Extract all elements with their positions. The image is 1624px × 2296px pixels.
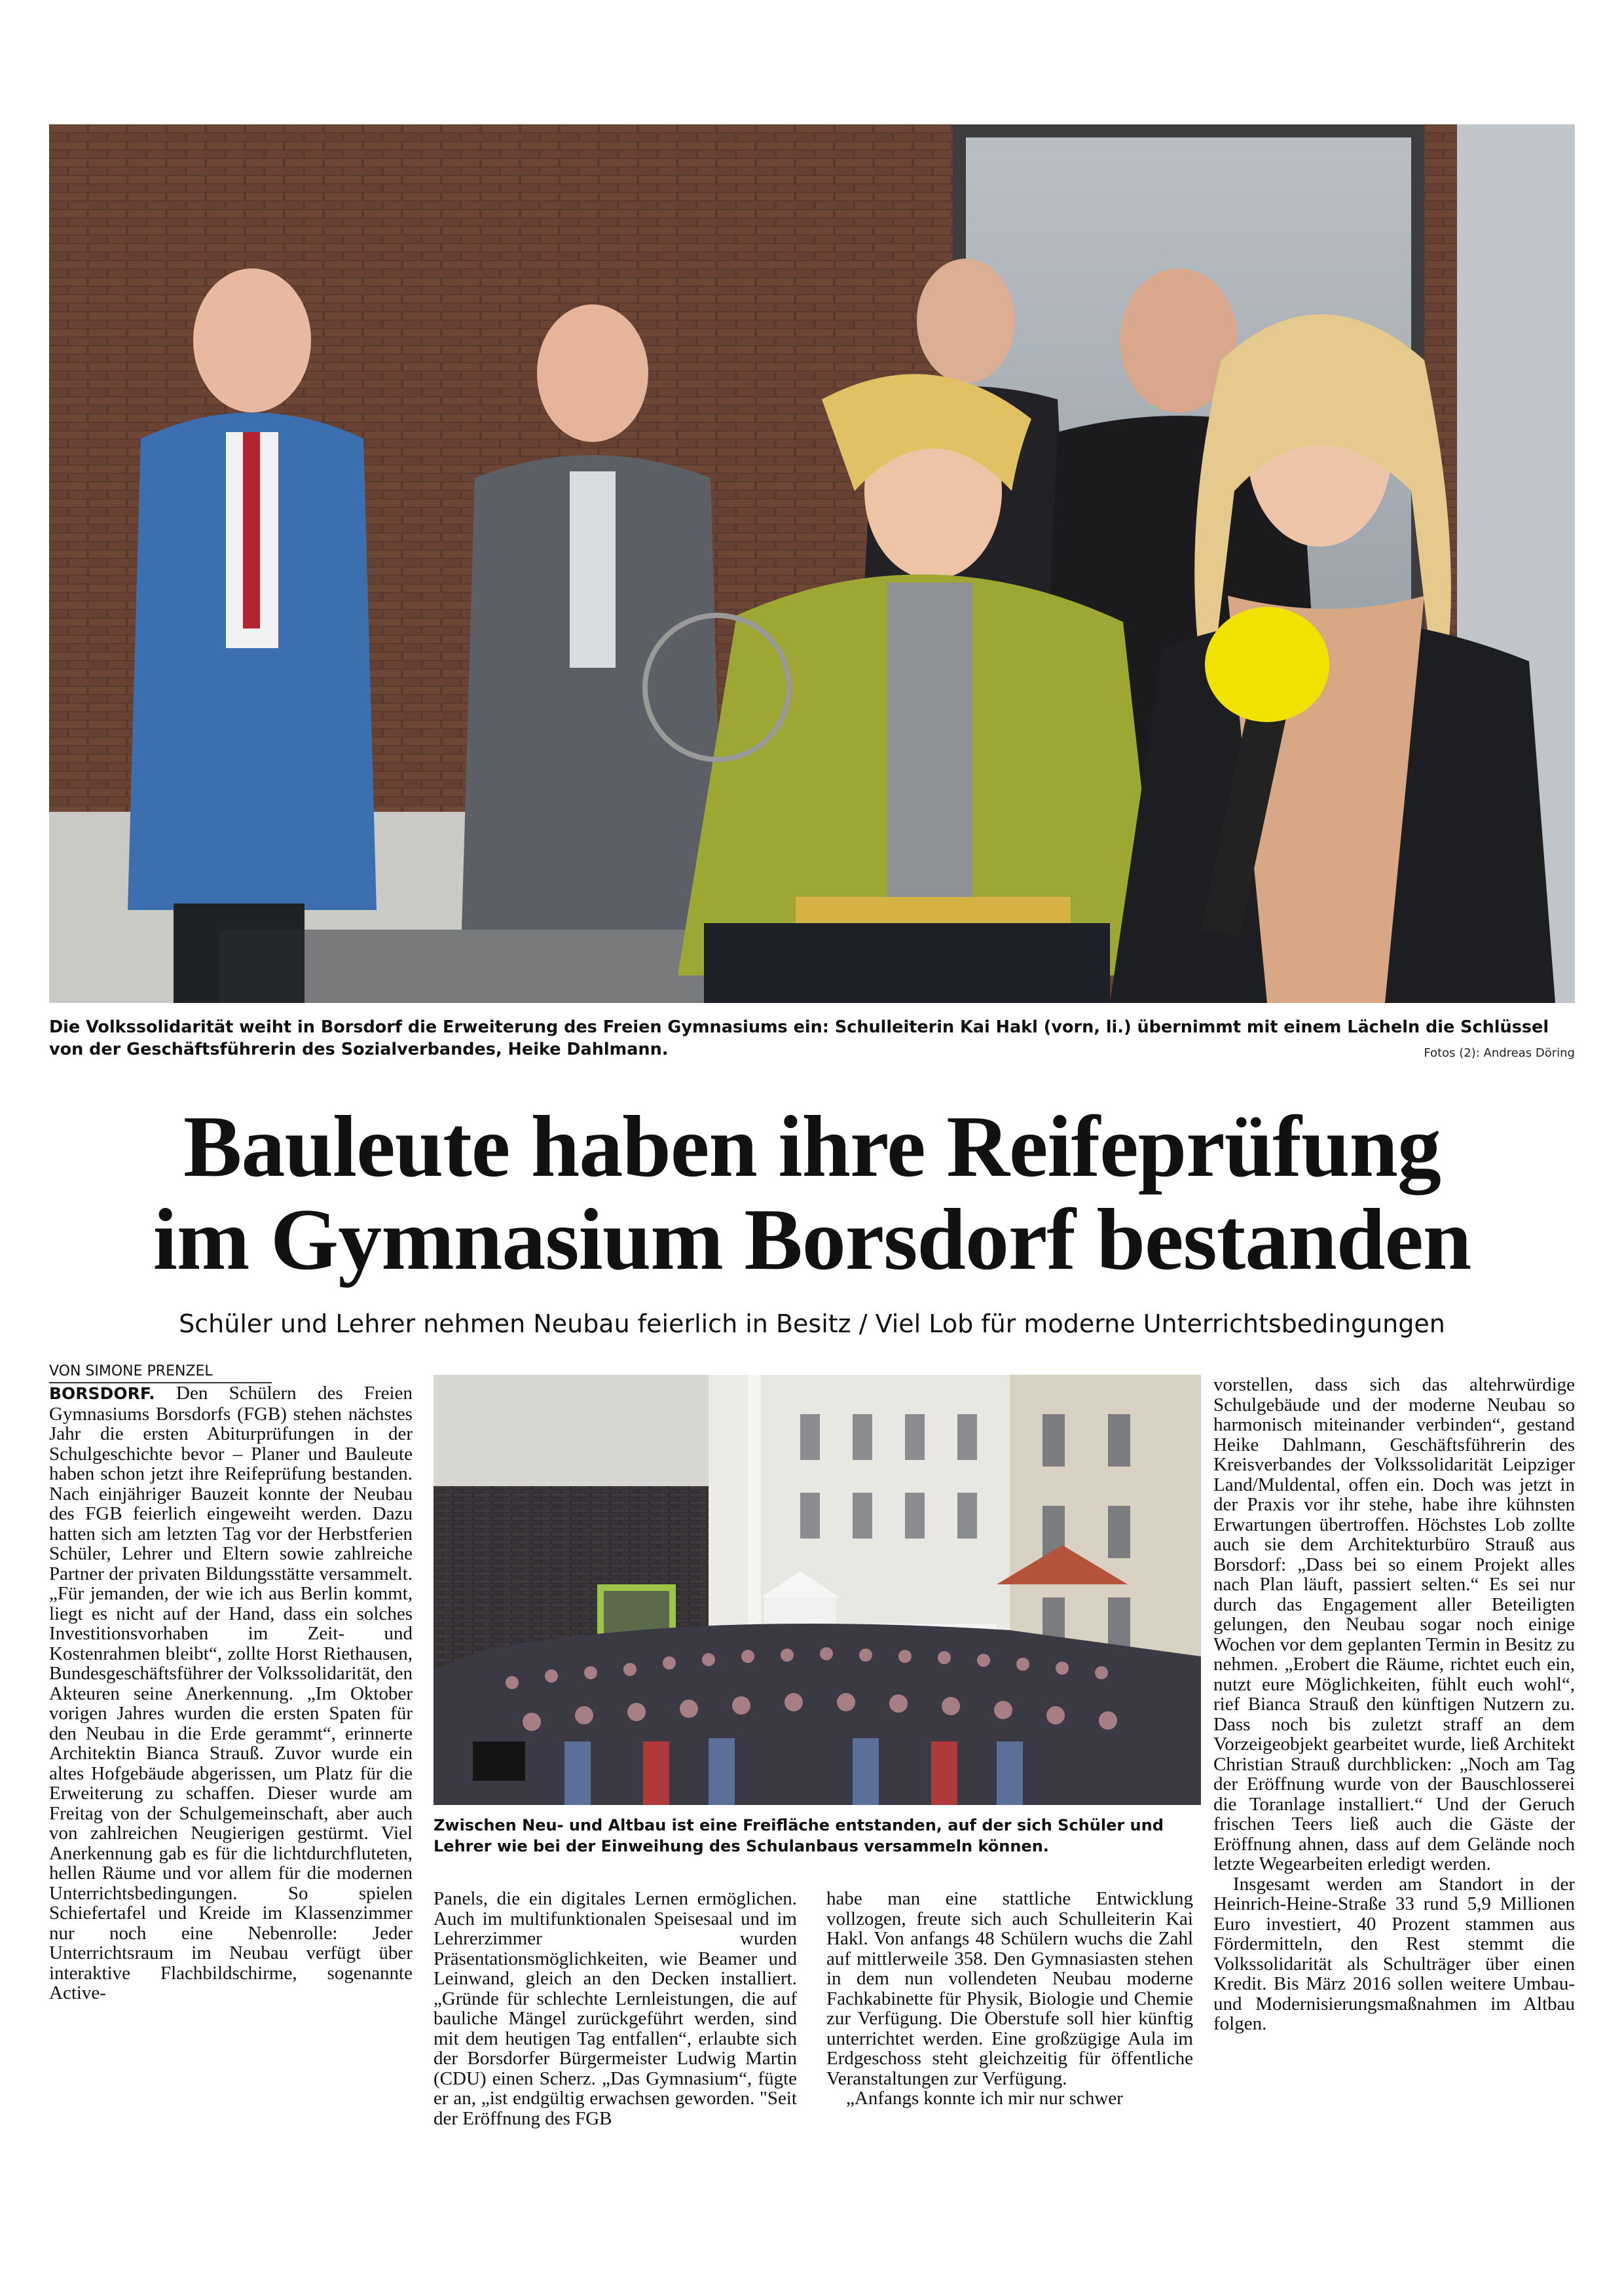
article-column-4 <box>1213 1375 1575 2252</box>
courtyard-photo <box>434 1375 1201 1805</box>
column-2-text: Panels, die ein digitales Lernen ermöglichen. Auch im multifunktionalen Speisesaal und im Lehrerzimmer wurden Präsentationsmöglichkeiten, wie Beamer und Leinwand, gleich an den Decken installiert. „Gründe für schlechte Lernleistungen, die auf bauliche Mängel zurückgeführt werden, sind mit dem heutigen Tag entfallen“, erlaubte sich der Borsdorfer Bürgermeister Ludwig Martin (CDU) einen Scherz. „Das Gymnasium“, fügte er an, „ist endgültig erwachsen geworden. "Seit der Eröffnung des FGB <box>434 1889 797 2129</box>
column-4-text: vorstellen, dass sich das altehrwürdige Schulgebäude und der moderne Neubau so harmonisch miteinander verbinden“, gestand Heike Dahlmann, Geschäftsführerin des Kreisverbandes der Volkssolidarität Leipziger Land/Muldental, offen ein. Doch was jetzt in der Praxis vor ihr stehe, habe ihre kühnsten Erwartungen übertroffen. Höchstes Lob zollte auch sie dem Architekturbüro Strauß aus Borsdorf: „Dass bei so einem Projekt alles nach Plan läuft, passiert selten.“ Es sei nur durch das Engagement aller Beteiligten gelungen, den Neubau sogar noch einige Wochen vor dem geplanten Termin in Besitz zu nehmen. „Erobert die Räume, richtet euch ein, nutzt eure Möglichkeiten, fühlt euch wohl“, rief Bianca Strauß den künftigen Nutzern zu. Dass noch bis zuletzt straff an dem Vorzeigeobjekt gearbeitet wurde, ließ Architekt Christian Strauß durchblicken: „Noch am Tag der Eröffnung wurde von der Bauschlosserei die Toranlage installiert.“ Und der Geruch frischen Teers ließ auch die Gäste der Eröffnung ahnen, dass auf dem Gelände noch letzte Wegearbeiten erledigt werden. <box>1213 1375 1575 1874</box>
lead-photo-illustration <box>49 124 1575 1003</box>
column-1-text: Den Schülern des Freien Gymnasiums Borsdorfs (FGB) stehen nächstes Jahr die ersten Abiturprüfungen in der Schulgeschichte bevor – Planer und Bauleute haben schon jetzt ihre Reifeprüfung bestanden. Nach einjähriger Bauzeit konnte der Neubau des FGB feierlich eingeweiht werden. Dazu hatten sich am letzten Tag vor der Herbstferien Schüler, Lehrer und Eltern sowie zahlreiche Partner der privaten Bildungsstätte versammelt. „Für jemanden, der wie ich aus Berlin kommt, liegt es nicht auf der Hand, dass ein solches Investitionsvorhaben im Zeit- und Kostenrahmen bleibt“, zollte Horst Riethausen, Bundesgeschäftsführer der Volkssolidarität, den Akteuren seine Anerkennung. „Im Oktober vorigen Jahres wurden die ersten Spaten für den Neubau in die Erde gerammt“, erinnerte Architektin Bianca Strauß. Zuvor wurde ein altes Hofgebäude abgerissen, um Platz für die Erweiterung zu schaffen. Dieser wurde am Freitag von der Schulgemeinschaft, aber auch von zahlreichen Neugierigen gestürmt. Viel Anerkennung gab es für die lichtdurchfluteten, hellen Räume und vor allem für die modernen Unterrichtsbedingungen. So spielen Schiefertafel und Kreide im Klassenzimmer nur noch eine Nebenrolle: Jeder Unterrichtsraum im Neubau verfügt über interaktive Flachbildschirme, sogenannte Active- <box>49 1383 413 2003</box>
subheadline: Schüler und Lehrer nehmen Neubau feierlich in Besitz / Viel Lob für moderne Unterrichtsbedingungen <box>179 1309 1445 1338</box>
dateline: BORSDORF. <box>49 1384 155 1403</box>
column-4-paragraph-2: Insgesamt werden am Standort in der Heinrich-Heine-Straße 33 rund 5,9 Millionen Euro investiert, 40 Prozent stammen aus Fördermitteln, den Rest stemmt die Volkssolidarität als Schulträger über einen Kredit. Bis März 2016 sollen weitere Umbau- und Modernisierungsmaßnahmen im Altbau folgen. <box>1213 1873 1575 2034</box>
courtyard-photo-caption: Zwischen Neu- und Altbau ist eine Freifläche entstanden, auf der sich Schüler und Lehrer wie bei der Einweihung des Schulanbaus versammeln können. <box>434 1816 1164 1855</box>
article-column-2 <box>434 1889 797 2255</box>
headline-line-1: Bauleute haben ihre Reifeprüfung <box>183 1098 1441 1195</box>
byline: VON SIMONE PRENZEL <box>49 1363 272 1383</box>
column-3-text: habe man eine stattliche Entwicklung vollzogen, freute sich auch Schulleiterin Kai Hakl. Von anfangs 48 Schülern wuchs die Zahl auf mittlerweile 358. Den Gymnasiasten stehen in dem nun vollendeten Neubau moderne Fachkabinette für Physik, Biologie und Chemie zur Verfügung. Die Oberstufe soll hier künftig unterrichtet werden. Eine großzügige Aula im Erdgeschoss steht gleichzeitig für öffentliche Veranstaltungen zur Verfügung. <box>826 1889 1193 2089</box>
lead-photo <box>49 124 1575 1003</box>
courtyard-photo-illustration <box>434 1375 1201 1805</box>
photo-credit: Fotos (2): Andreas Döring <box>1424 1046 1575 1060</box>
article-column-3 <box>826 1889 1193 2255</box>
headline-line-2: im Gymnasium Borsdorf bestanden <box>153 1191 1471 1288</box>
article-column-1 <box>49 1383 413 2248</box>
headline <box>49 1100 1575 1286</box>
lead-photo-caption: Die Volkssolidarität weiht in Borsdorf die Erweiterung des Freien Gymnasiums ein: Schulleiterin Kai Hakl (vorn, li.) übernimmt mit einem Lächeln die Schlüssel von der Geschäftsführerin des Sozialverbandes, Heike Dahlmann. <box>49 1017 1549 1059</box>
column-3-paragraph-2: „Anfangs konnte ich mir nur schwer <box>846 2088 1123 2109</box>
